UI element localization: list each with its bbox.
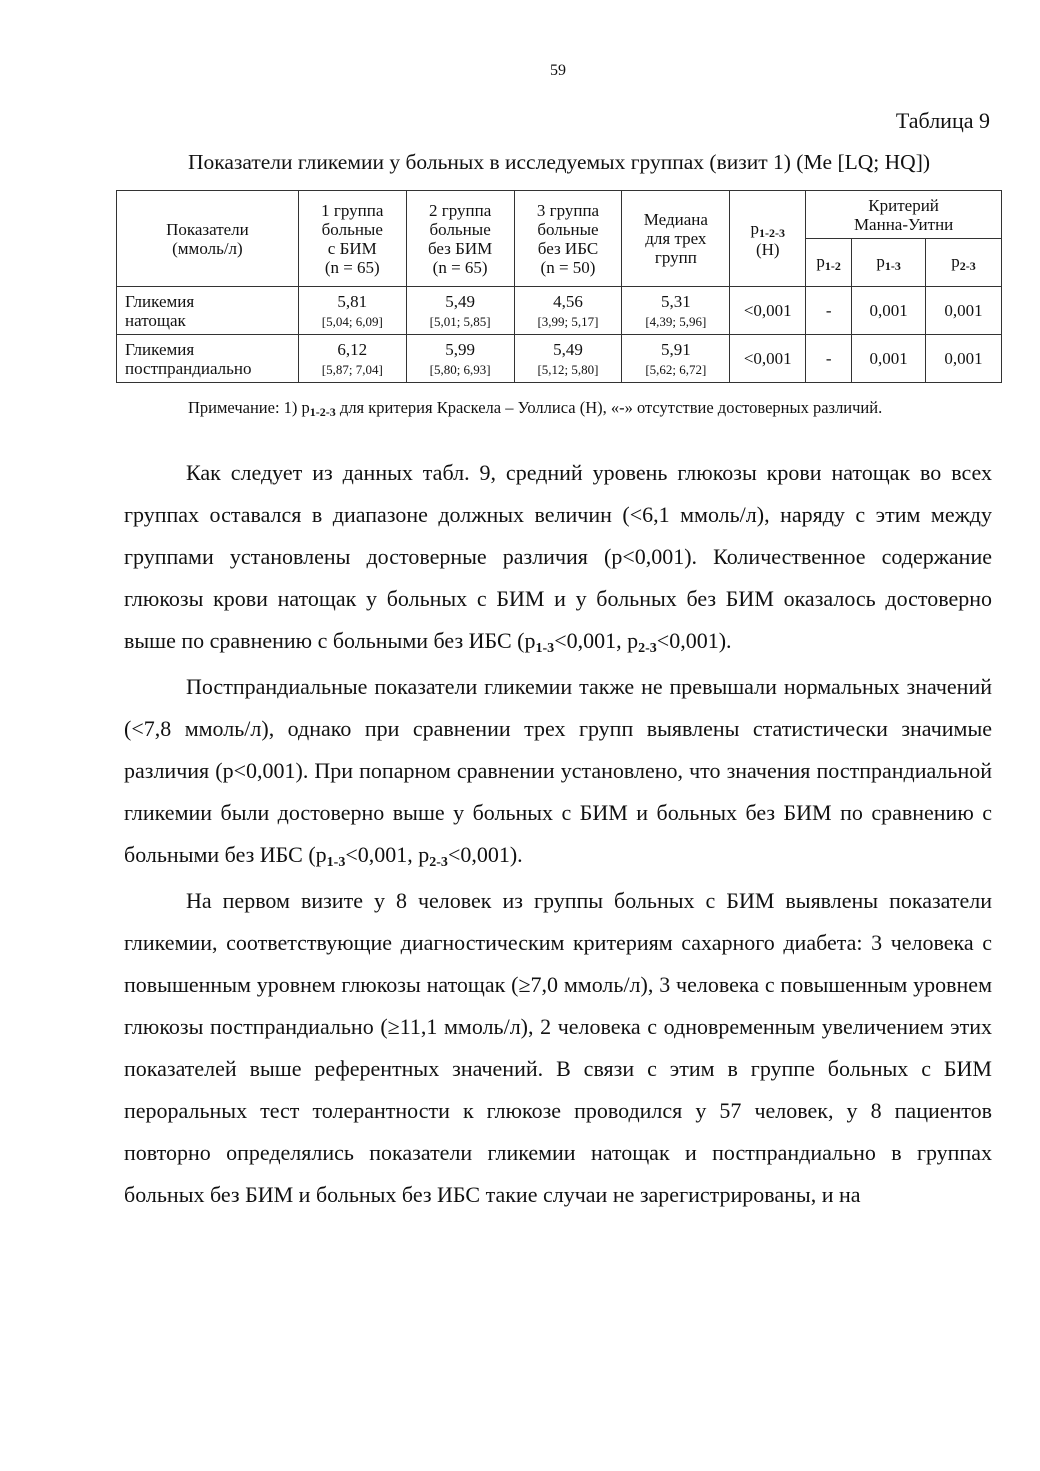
cell-group-2: 5,99 [5,80; 6,93] <box>406 335 514 383</box>
paragraph-3: На первом визите у 8 человек из группы больных с БИМ выявлены показатели гликемии, соответствующие диагностическим критериям сахарного диабета: 3 человека с повышенным уровнем глюкозы натощак (≥7,0 ммоль/л), 3 человека с повышенным уровнем глюкозы постпрандиально (≥11,1 ммоль/л), 2 человека с одновременным увеличением этих показателей выше референтных значений. В связи с этим в группе больных с БИМ пероральных тест толерантности к глюкозе проводился у 57 человек, у 8 пациентов повторно определялись показатели гликемии натощак и постпрандиально в группах больных без БИМ и больных без ИБС такие случаи не зарегистрированы, и на <box>124 888 992 1207</box>
row-label: Гликемия постпрандиально <box>117 335 299 383</box>
cell-group-1: 5,81 [5,04; 6,09] <box>298 287 406 335</box>
body-text <box>124 452 992 1216</box>
header-group-2: 2 группа больные без БИМ (n = 65) <box>406 191 514 287</box>
table-note: Примечание: 1) p1-2-3 для критерия Краскела – Уоллиса (Н), «-» отсутствие достоверных различий. <box>188 398 883 419</box>
cell-group-1: 6,12 [5,87; 7,04] <box>298 335 406 383</box>
cell-p13: 0,001 <box>852 335 926 383</box>
cell-group-3: 4,56 [3,99; 5,17] <box>514 287 622 335</box>
cell-group-2: 5,49 [5,01; 5,85] <box>406 287 514 335</box>
cell-group-3: 5,49 [5,12; 5,80] <box>514 335 622 383</box>
cell-p23: 0,001 <box>926 335 1002 383</box>
header-indicator: Показатели (ммоль/л) <box>117 191 299 287</box>
cell-p123: <0,001 <box>730 287 806 335</box>
table-header-row <box>117 191 1002 239</box>
paragraph-2: Постпрандиальные показатели гликемии также не превышали нормальных значений (<7,8 ммоль/л), однако при сравнении трех групп выявлены статистически значимые различия (p<0,001). При попарном сравнении установлено, что значения постпрандиальной гликемии были достоверно выше у больных с БИМ и больных без БИМ по сравнению с больными без ИБС (p1-3<0,001, p2-3<0,001). <box>124 674 992 870</box>
cell-p23: 0,001 <box>926 287 1002 335</box>
cell-p123: <0,001 <box>730 335 806 383</box>
cell-median: 5,31 [4,39; 5,96] <box>622 287 730 335</box>
header-p123: p1-2-3 (H) <box>730 191 806 287</box>
header-p13: p1-3 <box>852 239 926 287</box>
header-median: Медиана для трех групп <box>622 191 730 287</box>
header-group-1: 1 группа больные с БИМ (n = 65) <box>298 191 406 287</box>
table-row <box>117 335 1002 383</box>
cell-p12: - <box>806 287 852 335</box>
table-label: Таблица 9 <box>895 108 990 133</box>
table-row <box>117 287 1002 335</box>
cell-median: 5,91 [5,62; 6,72] <box>622 335 730 383</box>
glycemia-table <box>116 190 1002 383</box>
header-mann-whitney: Критерий Манна-Уитни <box>806 191 1002 239</box>
header-p23: p2-3 <box>926 239 1002 287</box>
header-group-3: 3 группа больные без ИБС (n = 50) <box>514 191 622 287</box>
page-number: 59 <box>550 62 566 79</box>
table-title: Показатели гликемии у больных в исследуемых группах (визит 1) (Me [LQ; HQ]) <box>187 150 931 174</box>
cell-p12: - <box>806 335 852 383</box>
row-label: Гликемия натощак <box>117 287 299 335</box>
paragraph-1: Как следует из данных табл. 9, средний уровень глюкозы крови натощак во всех группах оставался в диапазоне должных величин (<6,1 ммоль/л), наряду с этим между группами установлены достоверные различия (p<0,001). Количественное содержание глюкозы крови натощак у больных с БИМ и у больных без БИМ оказалось достоверно выше по сравнению с больными без ИБС (p1-3<0,001, p2-3<0,001). <box>124 460 992 656</box>
header-p12: p1-2 <box>806 239 852 287</box>
cell-p13: 0,001 <box>852 287 926 335</box>
